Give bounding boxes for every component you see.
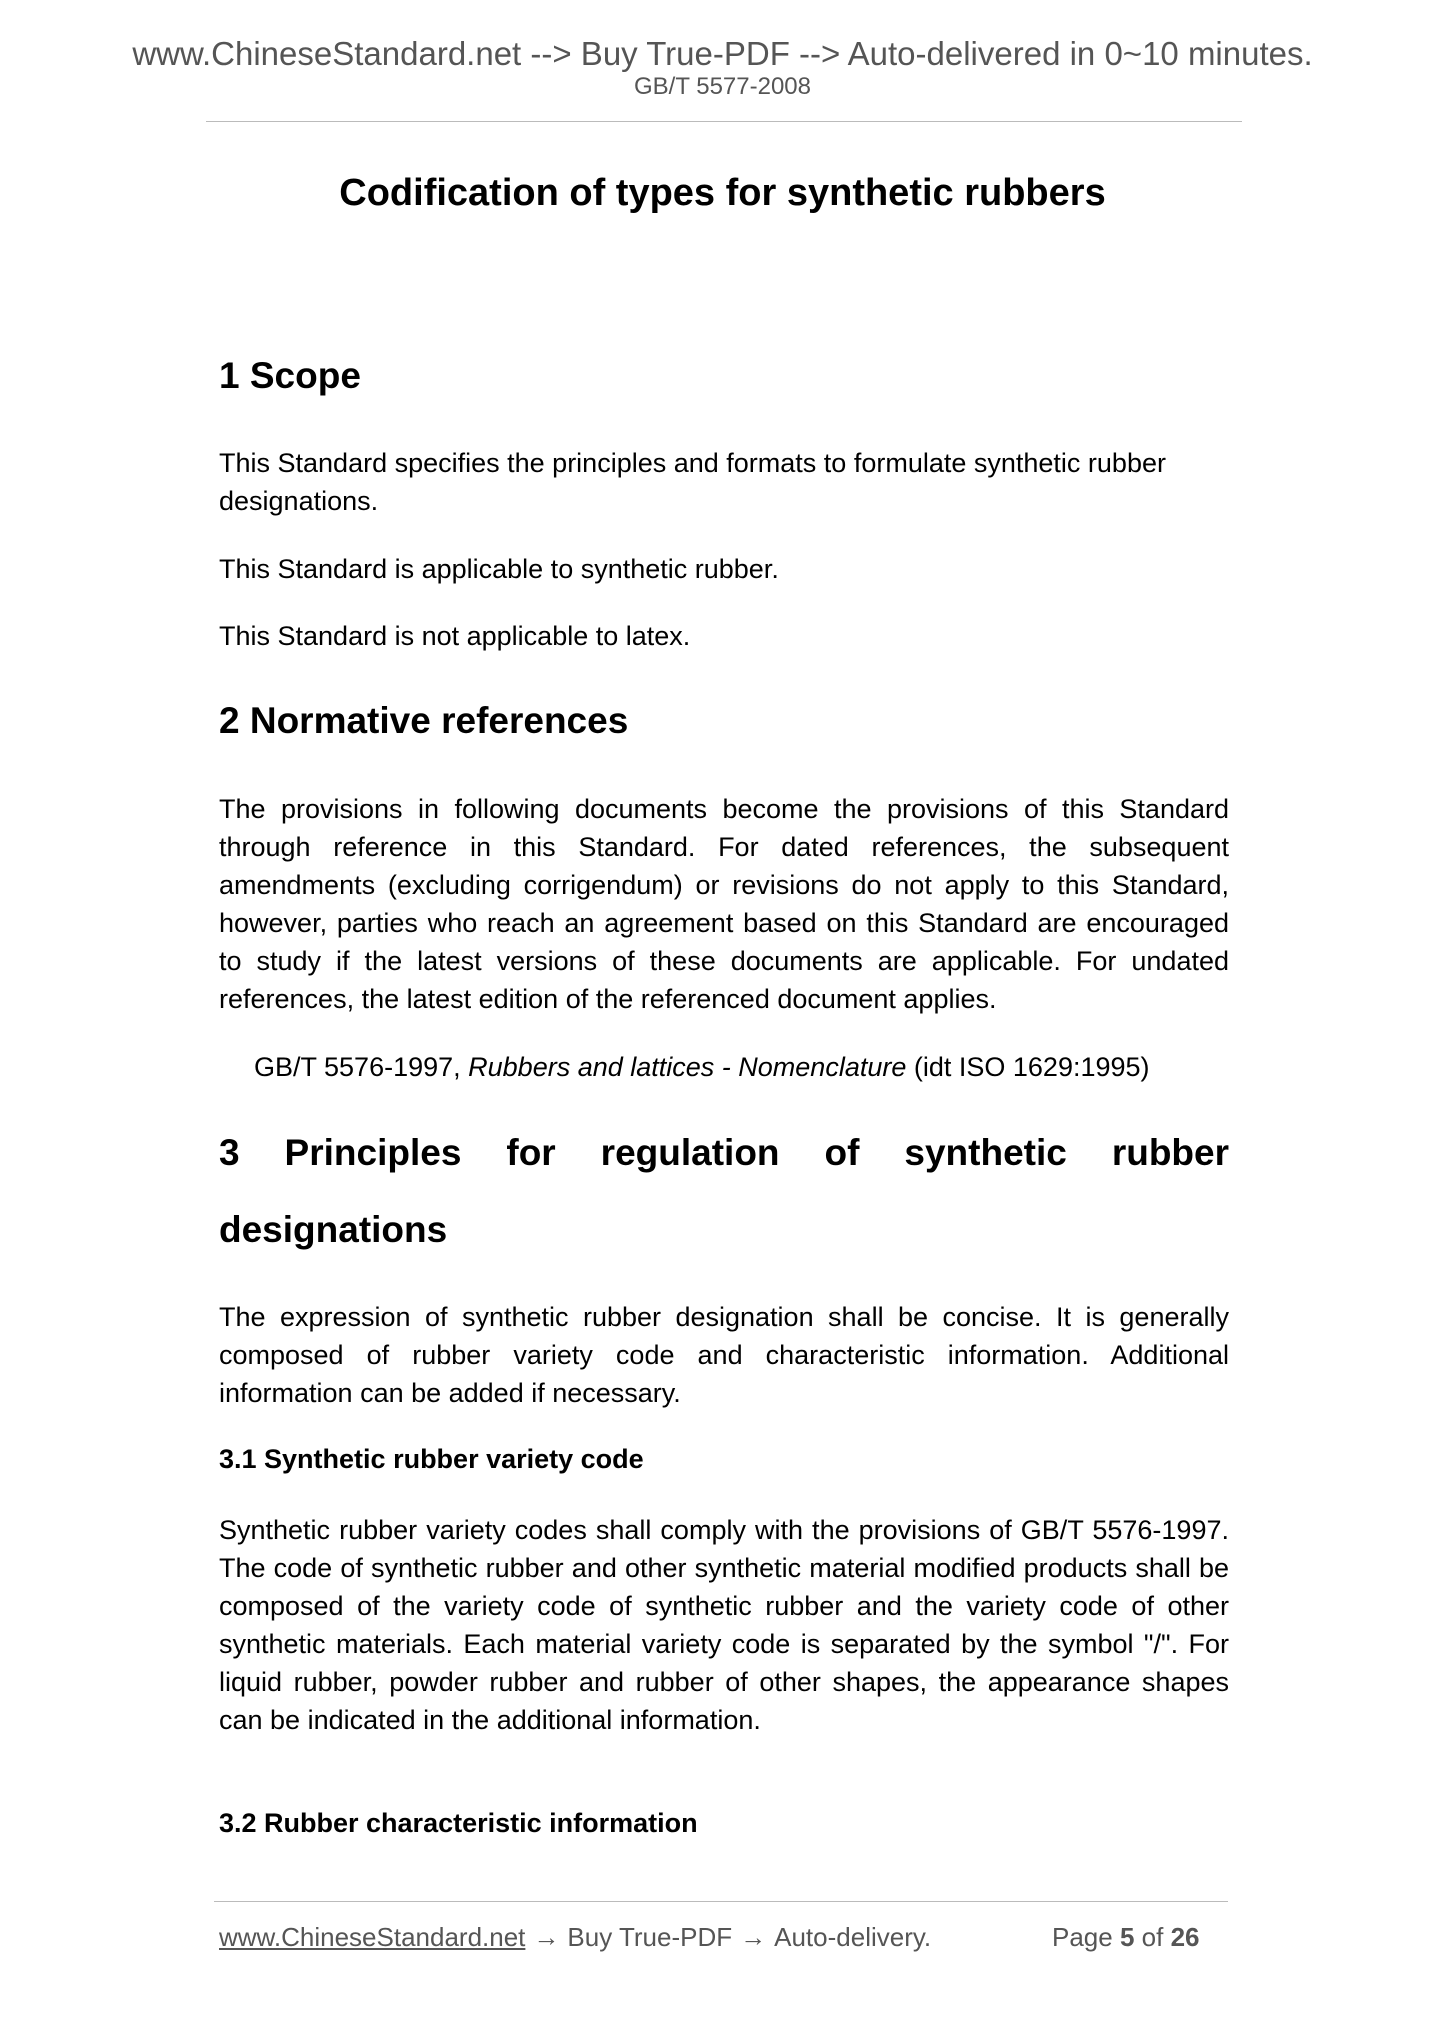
page-of-label: of (1141, 1922, 1164, 1952)
section-3-heading: 3 Principles for regulation of synthetic rubber designations (219, 1132, 1229, 1250)
normative-references-paragraph: The provisions in following documents become the provisions of this Standard through reference in this Standard. For dated references, the subsequent amendments (excluding corrigendum) or revisions do not apply to this Standard, however, parties who reach an agreement based on this Standard are encouraged to study if the latest versions of these documents are applicable. For undated references, the latest edition of the referenced document applies. (219, 794, 1229, 1014)
page-total: 26 (1170, 1922, 1200, 1952)
scope-paragraph-2: This Standard is applicable to synthetic rubber. (219, 554, 779, 584)
footer-site-link[interactable]: www.ChineseStandard.net (219, 1922, 526, 1952)
document-title: Codification of types for synthetic rubbers (339, 172, 1106, 214)
section-3-2-heading: 3.2 Rubber characteristic information (219, 1808, 698, 1838)
scope-paragraph-1: This Standard specifies the principles and formats to formulate synthetic rubber designations. (219, 448, 1166, 516)
standard-code: GB/T 5577-2008 (633, 73, 811, 100)
section-3-paragraph: The expression of synthetic rubber designation shall be concise. It is generally composed of rubber variety code and characteristic information. Additional information can be added if necessary. (219, 1302, 1229, 1408)
reference-code: GB/T 5576-1997, (254, 1052, 469, 1082)
footer-buy-text: Buy True-PDF (567, 1922, 733, 1952)
arrow-right-icon: → (533, 1922, 560, 1952)
footer-promo (219, 1920, 931, 1954)
scope-paragraph-3: This Standard is not applicable to latex. (219, 621, 691, 651)
section-3-1-heading: 3.1 Synthetic rubber variety code (219, 1444, 644, 1474)
arrow-right-icon: → (740, 1922, 767, 1952)
footer-divider (214, 1901, 1228, 1902)
site-banner: www.ChineseStandard.net --> Buy True-PDF --> Auto-delivered in 0~10 minutes. (132, 35, 1313, 72)
header-divider (206, 121, 1242, 122)
footer-delivery-text: Auto-delivery. (774, 1922, 932, 1952)
section-2-heading: 2 Normative references (219, 700, 629, 741)
reference-title: Rubbers and lattices - Nomenclature (468, 1052, 907, 1082)
reference-equivalent: (idt ISO 1629:1995) (906, 1052, 1150, 1082)
page-label: Page (1052, 1922, 1113, 1952)
section-3-1-paragraph: Synthetic rubber variety codes shall comply with the provisions of GB/T 5576-1997. The code of synthetic rubber and other synthetic material modified products shall be composed of the variety code of synthetic rubber and the variety code of other synthetic materials. Each material variety code is separated by the symbol "/". For liquid rubber, powder rubber and rubber of other shapes, the appearance shapes can be indicated in the additional information. (219, 1515, 1229, 1735)
reference-entry (254, 1048, 1150, 1086)
page-indicator (1052, 1920, 1200, 1954)
section-1-heading: 1 Scope (219, 355, 361, 396)
page-number: 5 (1119, 1922, 1135, 1952)
